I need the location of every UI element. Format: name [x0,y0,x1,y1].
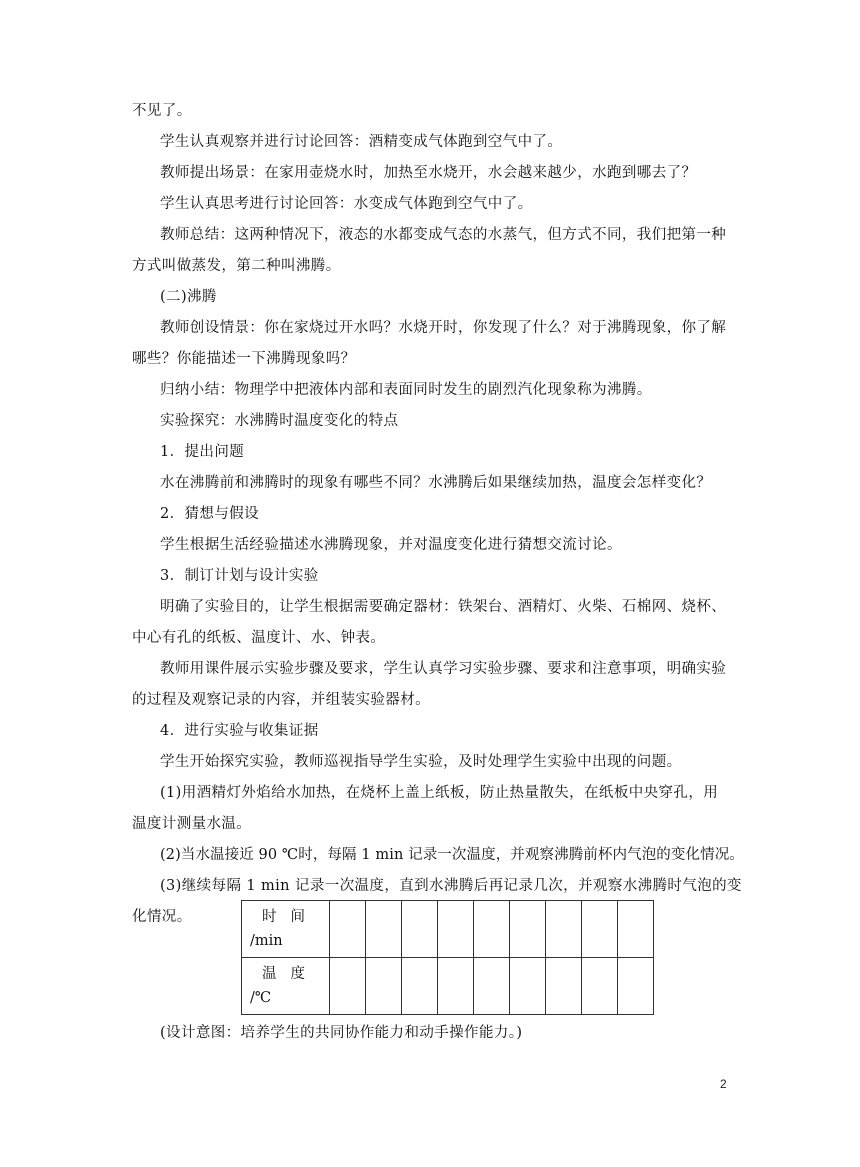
paragraph-line: 教师总结：这两种情况下，液态的水都变成气态的水蒸气，但方式不同，我们把第一种 [160,227,727,243]
table-cell [510,901,546,958]
paragraph-line: 温度计测量水温。 [132,816,252,832]
paragraph-line: 哪些？你能描述一下沸腾现象吗？ [132,351,356,367]
paragraph-line: 水在沸腾前和沸腾时的现象有哪些不同？水沸腾后如果继续加热，温度会怎样变化？ [160,475,712,491]
row-header-unit: /min [250,933,283,949]
paragraph-line: 学生根据生活经验描述水沸腾现象，并对温度变化进行猜想交流讨论。 [160,537,622,553]
page-number: 2 [720,1077,727,1091]
row-header-unit: /℃ [250,990,272,1006]
step-heading: 1．提出问题 [160,444,245,460]
table-cell [402,958,438,1015]
table-cell [546,958,582,1015]
paragraph-line: 教师用课件展示实验步骤及要求，学生认真学习实验步骤、要求和注意事项，明确实验 [160,661,727,677]
row-header-temperature [242,958,330,1015]
paragraph-line: 学生认真思考进行讨论回答：水变成气体跑到空气中了。 [160,196,533,212]
table-cell [438,901,474,958]
data-record-table [241,900,654,1015]
paragraph-line: 的过程及观察记录的内容，并组装实验器材。 [132,692,430,708]
table-cell [582,901,618,958]
table-cell [330,958,366,1015]
row-header-label: 温度 [262,966,319,982]
step-heading: 2．猜想与假设 [160,506,260,522]
table-cell [618,901,654,958]
paragraph-line: 不见了。 [132,103,192,119]
table-cell [546,901,582,958]
paragraph-line: 教师提出场景：在家用壶烧水时，加热至水烧开，水会越来越少，水跑到哪去了？ [160,165,697,181]
section-heading: (二)沸腾 [160,289,217,305]
table-row-temperature [242,958,654,1015]
paragraph-line: 实验探究：水沸腾时温度变化的特点 [160,413,399,429]
paragraph-line: (3)继续每隔 1 min 记录一次温度，直到水沸腾后再记录几次，并观察水沸腾时气泡的变 [160,878,742,894]
paragraph-line: (2)当水温接近 90 ℃时，每隔 1 min 记录一次温度，并观察沸腾前杯内气泡的变化情况。 [160,847,744,863]
paragraph-line: 归纳小结：物理学中把液体内部和表面同时发生的剧烈汽化现象称为沸腾。 [160,382,652,398]
table-cell [366,958,402,1015]
row-header-time [242,901,330,958]
table-cell [582,958,618,1015]
table-cell [474,901,510,958]
paragraph-line: 化情况。 [132,909,192,925]
design-intent-note: (设计意图：培养学生的共同协作能力和动手操作能力。) [160,1025,523,1041]
paragraph-line: (1)用酒精灯外焰给水加热，在烧杯上盖上纸板，防止热量散失，在纸板中央穿孔，用 [160,785,719,801]
paragraph-line: 方式叫做蒸发，第二种叫沸腾。 [132,258,341,274]
table-cell [330,901,366,958]
paragraph-line: 学生开始探究实验，教师巡视指导学生实验，及时处理学生实验中出现的问题。 [160,754,682,770]
paragraph-line: 教师创设情景：你在家烧过开水吗？水烧开时，你发现了什么？对于沸腾现象，你了解 [160,320,727,336]
table-cell [402,901,438,958]
table-cell [438,958,474,1015]
paragraph-line: 中心有孔的纸板、温度计、水、钟表。 [132,630,386,646]
table-row-time [242,901,654,958]
table-cell [510,958,546,1015]
paragraph-line: 学生认真观察并进行讨论回答：酒精变成气体跑到空气中了。 [160,134,563,150]
paragraph-line: 明确了实验目的，让学生根据需要确定器材：铁架台、酒精灯、火柴、石棉网、烧杯、 [160,599,727,615]
table-cell [474,958,510,1015]
table-cell [366,901,402,958]
step-heading: 3．制订计划与设计实验 [160,568,319,584]
step-heading: 4．进行实验与收集证据 [160,723,319,739]
table-cell [618,958,654,1015]
row-header-label: 时间 [262,909,319,925]
